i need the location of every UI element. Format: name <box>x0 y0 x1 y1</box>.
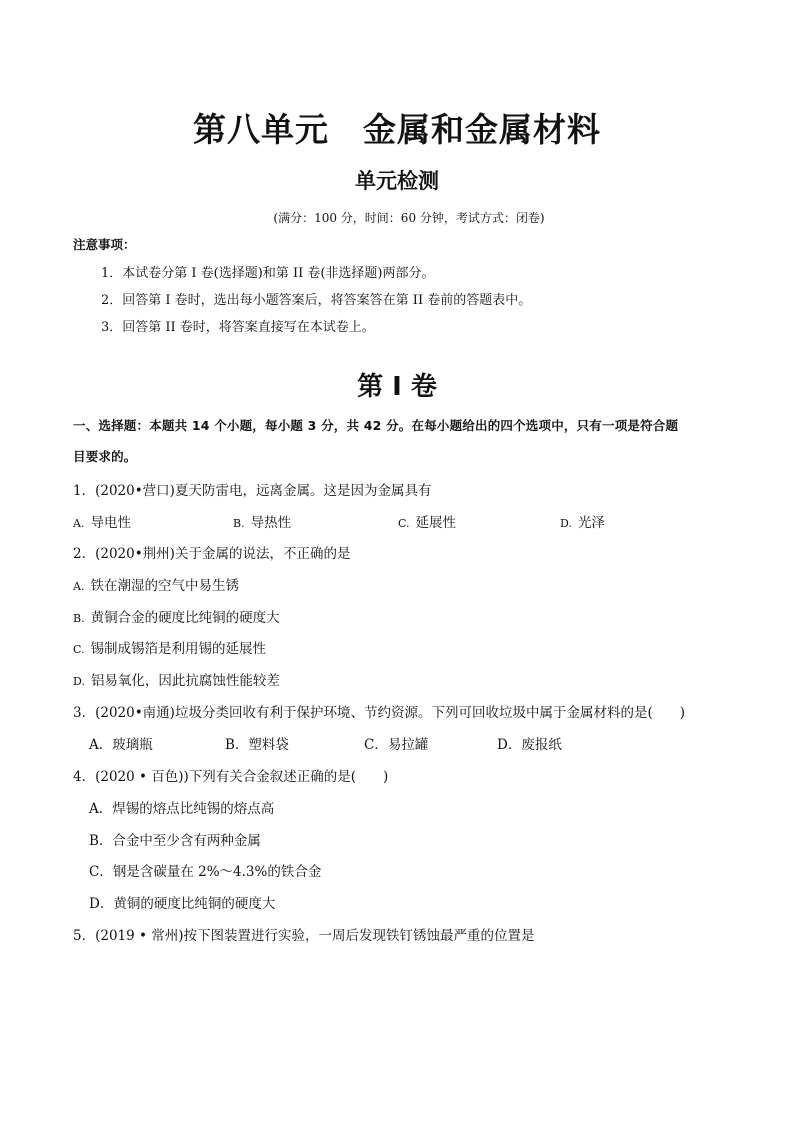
volume-title: 第 I 卷 <box>357 372 437 402</box>
note-item: 3．回答第 II 卷时，将答案直接写在本试卷上。 <box>101 320 375 335</box>
note-item: 2．回答第 I 卷时，选出每小题答案后，将答案答在第 II 卷前的答题表中。 <box>101 293 532 308</box>
question-2-option-d: D. 铝易氧化，因此抗腐蚀性能较差 <box>73 673 280 689</box>
exam-info: (满分：100 分，时间：60 分钟，考试方式：闭卷) <box>273 211 545 225</box>
question-1-option-b: B. 导热性 <box>233 515 292 531</box>
section-instruction: 一、选择题：本题共 14 个小题，每小题 3 分，共 42 分。在每小题给出的四个选项中，只有一项是符合题 <box>73 418 679 433</box>
title-topic: 金属和金属材料 <box>363 110 601 149</box>
note-item: 1．本试卷分第 I 卷(选择题)和第 II 卷(非选择题)两部分。 <box>101 266 435 281</box>
question-3-option-d: D．废报纸 <box>497 737 562 753</box>
question-2-option-c: C. 锡制成锡箔是利用锡的延展性 <box>73 641 267 657</box>
question-1-stem: 1．(2020•营口)夏天防雷电，远离金属。这是因为金属具有 <box>73 483 432 499</box>
question-3-option-b: B．塑料袋 <box>225 737 289 753</box>
title-unit: 第八单元 <box>193 110 329 149</box>
question-3-option-a: A．玻璃瓶 <box>89 737 153 753</box>
question-4-option-c: C．钢是含碳量在 2%～4.3%的铁合金 <box>89 864 322 880</box>
page-title <box>0 104 794 151</box>
question-2-option-a: A. 铁在潮湿的空气中易生锈 <box>73 578 239 594</box>
question-3-option-c: C．易拉罐 <box>364 737 429 753</box>
question-4-option-d: D．黄铜的硬度比纯铜的硬度大 <box>89 896 276 912</box>
question-1-option-d: D. 光泽 <box>560 515 605 531</box>
question-2-option-b: B. 黄铜合金的硬度比纯铜的硬度大 <box>73 610 280 626</box>
question-3-stem: 3．(2020•南通)垃圾分类回收有利于保护环境、节约资源。下列可回收垃圾中属于金属材料的是( ) <box>73 705 685 721</box>
question-4-option-b: B．合金中至少含有两种金属 <box>89 833 261 849</box>
notes-title: 注意事项： <box>73 237 136 252</box>
question-1-option-a: A. 导电性 <box>73 515 131 531</box>
question-2-stem: 2．(2020•荆州)关于金属的说法，不正确的是 <box>73 546 351 562</box>
page-subtitle: 单元检测 <box>355 169 439 193</box>
question-1-option-c: C. 延展性 <box>398 515 457 531</box>
question-4-stem: 4．(2020 • 百色))下列有关合金叙述正确的是( ) <box>73 769 389 785</box>
question-5-stem: 5．(2019 • 常州)按下图装置进行实验，一周后发现铁钉锈蚀最严重的位置是 <box>73 928 535 944</box>
section-instruction-cont: 目要求的。 <box>73 449 137 464</box>
question-4-option-a: A．焊锡的熔点比纯锡的熔点高 <box>89 801 275 817</box>
